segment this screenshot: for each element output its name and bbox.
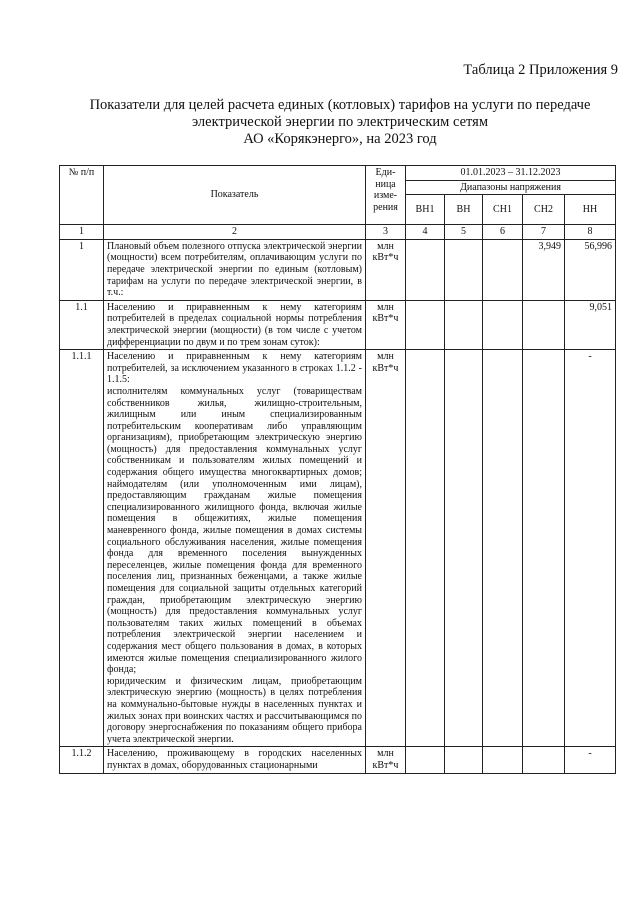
value-sn2: 3,949 bbox=[523, 239, 565, 300]
row-unit: млн кВт*ч bbox=[366, 300, 406, 349]
value-nn: 9,051 bbox=[565, 300, 616, 349]
column-number: 6 bbox=[483, 225, 523, 240]
value-sn1 bbox=[483, 350, 523, 747]
value-vn1 bbox=[406, 300, 445, 349]
value-vn bbox=[445, 300, 483, 349]
value-nn: 56,996 bbox=[565, 239, 616, 300]
header-voltage: Диапазоны напряжения bbox=[406, 180, 616, 195]
row-text: Плановый объем полезного отпуска электрической энергии (мощности) всем потребителям, оплачивающим услуги по передаче электрической энергии по единым (котловым) тарифам на услуги по передаче электрической энергии, в т.ч.: bbox=[104, 239, 366, 300]
row-unit: млн кВт*ч bbox=[366, 239, 406, 300]
title-line: АО «Корякэнерго», на 2023 год bbox=[243, 131, 437, 147]
title-line: Показатели для целей расчета единых (котловых) тарифов на услуги по передаче bbox=[89, 97, 591, 113]
value-sn2 bbox=[523, 747, 565, 773]
table-row bbox=[60, 350, 616, 747]
header-level: СН2 bbox=[523, 195, 565, 225]
column-number: 4 bbox=[406, 225, 445, 240]
value-sn1 bbox=[483, 300, 523, 349]
value-sn2 bbox=[523, 300, 565, 349]
header-level: НН bbox=[565, 195, 616, 225]
value-vn1 bbox=[406, 350, 445, 747]
header-num: № п/п bbox=[60, 166, 104, 225]
tariff-table bbox=[59, 165, 616, 774]
value-sn1 bbox=[483, 747, 523, 773]
value-sn2 bbox=[523, 350, 565, 747]
row-num: 1.1.2 bbox=[60, 747, 104, 773]
row-num: 1 bbox=[60, 239, 104, 300]
table-caption: Таблица 2 Приложения 9 bbox=[463, 62, 618, 78]
row-unit: млн кВт*ч bbox=[366, 747, 406, 773]
value-vn1 bbox=[406, 239, 445, 300]
value-sn1 bbox=[483, 239, 523, 300]
row-num: 1.1 bbox=[60, 300, 104, 349]
value-nn: - bbox=[565, 747, 616, 773]
row-paragraph: юридическим и физическим лицам, приобретающим электрическую энергию (мощность) в целях потребления на коммунально-бытовые нужды в населенных пунктах и жилых зонах при воинских частях и рассчитывающимся по договору энергоснабжения по показаниям общего прибора учета электрической энергии. bbox=[107, 675, 362, 745]
column-number-row bbox=[60, 225, 616, 240]
column-number: 5 bbox=[445, 225, 483, 240]
row-num: 1.1.1 bbox=[60, 350, 104, 747]
value-nn: - bbox=[565, 350, 616, 747]
column-number: 2 bbox=[104, 225, 366, 240]
row-text: Населению и приравненным к нему категориям потребителей, за исключением указанного в строках 1.1.2 - 1.1.5: bbox=[107, 351, 362, 386]
row-paragraph: исполнителям коммунальных услуг (товариществам собственников жилья, жилищно-строительным, жилищным или иным специализированным потребительским кооперативам либо управляющим организациям), приобретающим электрическую энергию (мощность) для предоставления коммунальных услуг собственникам и пользователям жилых помещений и содержания общего имущества многоквартирных домов; наймодателям (или уполномоченным ими лицам), предоставляющим гражданам жилые помещения специализированного жилищного фонда, включая жилые помещения в общежитиях, жилые помещения маневренного фонда, жилые помещения в домах системы социального обслуживания населения, жилые помещения фонда для временного поселения вынужденных переселенцев, жилые помещения фонда для временного поселения лиц, признанных беженцами, а также жилые помещения для социальной защиты отдельных категорий граждан, приобретающим электрическую энергию (мощность) для предоставления коммунальных услуг пользователям таких жилых помещений в объемах потребления электрической энергии населением и содержания мест общего пользования в домах, в которых имеются жилые помещения специализированного жилого фонда; bbox=[107, 385, 362, 676]
column-number: 1 bbox=[60, 225, 104, 240]
header-level: ВН bbox=[445, 195, 483, 225]
value-vn1 bbox=[406, 747, 445, 773]
header-unit: Еди-ница изме-рения bbox=[366, 166, 406, 225]
header-row bbox=[60, 166, 616, 181]
table-row bbox=[60, 300, 616, 349]
header-level: СН1 bbox=[483, 195, 523, 225]
table-row bbox=[60, 747, 616, 773]
header-indicator: Показатель bbox=[104, 166, 366, 225]
column-number: 7 bbox=[523, 225, 565, 240]
header-period: 01.01.2023 – 31.12.2023 bbox=[406, 166, 616, 181]
value-vn bbox=[445, 239, 483, 300]
row-text: Населению, проживающему в городских населенных пунктах в домах, оборудованных стационарными bbox=[104, 747, 366, 773]
value-vn bbox=[445, 747, 483, 773]
document-title bbox=[60, 97, 620, 148]
row-text: Населению и приравненным к нему категориям потребителей в пределах социальной нормы потребления электрической энергии (мощности) (в том числе с учетом дифференциации по двум и по трем зонам суток): bbox=[104, 300, 366, 349]
value-vn bbox=[445, 350, 483, 747]
column-number: 3 bbox=[366, 225, 406, 240]
table-row bbox=[60, 239, 616, 300]
row-text-block bbox=[104, 350, 366, 747]
row-unit: млн кВт*ч bbox=[366, 350, 406, 747]
header-level: ВН1 bbox=[406, 195, 445, 225]
column-number: 8 bbox=[565, 225, 616, 240]
title-line: электрической энергии по электрическим сетям bbox=[191, 114, 489, 130]
